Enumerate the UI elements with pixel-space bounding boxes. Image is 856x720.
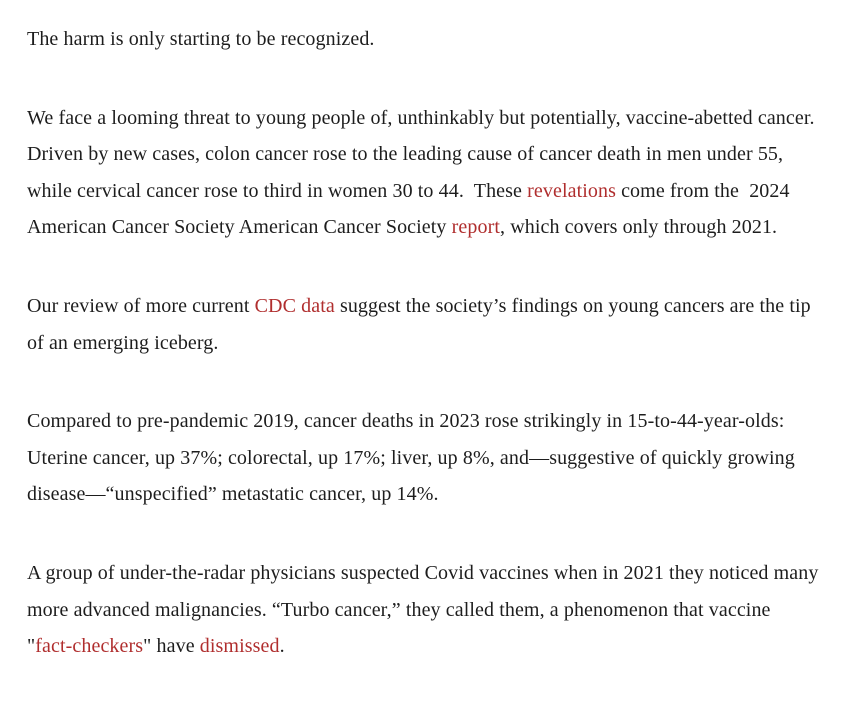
text-run: We face a looming threat to young people of, unthinkably but potentially, vaccine-abetted cancer. Driven by new cases, colon cancer rose to the leading cause of cancer death in men under 55, while cervical cancer rose to third in women 30 to 44. These [27, 106, 820, 202]
text-run: A group of under-the-radar physicians suspected Covid vaccines when in 2021 they noticed many more advanced malignancies. “Turbo cancer,” they called them, a phenomenon that vaccine " [27, 561, 824, 658]
paragraph-4 [27, 403, 819, 513]
link-dismissed[interactable]: dismissed [199, 635, 280, 658]
link-fact-checkers[interactable]: fact-checkers [35, 635, 144, 658]
paragraph-3 [27, 288, 819, 361]
text-run: Compared to pre-pandemic 2019, cancer deaths in 2023 rose strikingly in 15-to-44-year-olds: Uterine cancer, up 37%; colorectal, up 17%; liver, up 8%, and—suggestive of quickly growing disease—“unspecified” metastatic cancer, up 14%. [27, 410, 800, 506]
paragraph-2 [27, 100, 819, 246]
text-run: . [279, 635, 285, 658]
paragraph-5 [27, 555, 824, 665]
text-run: The harm is only starting to be recognized. [27, 28, 375, 50]
text-run: " have [143, 635, 200, 658]
text-run: come from the 2024 American Cancer Society American Cancer Society [27, 179, 794, 239]
text-run: Our review of more current [27, 294, 255, 317]
link-cdc-data[interactable]: CDC data [254, 294, 335, 317]
text-run: , which covers only through 2021. [500, 216, 778, 239]
paragraph-1 [27, 21, 819, 58]
text-run: suggest the society’s findings on young cancers are the tip of an emerging iceberg. [27, 294, 816, 354]
link-report[interactable]: report [451, 216, 500, 239]
link-revelations[interactable]: revelations [527, 179, 616, 202]
